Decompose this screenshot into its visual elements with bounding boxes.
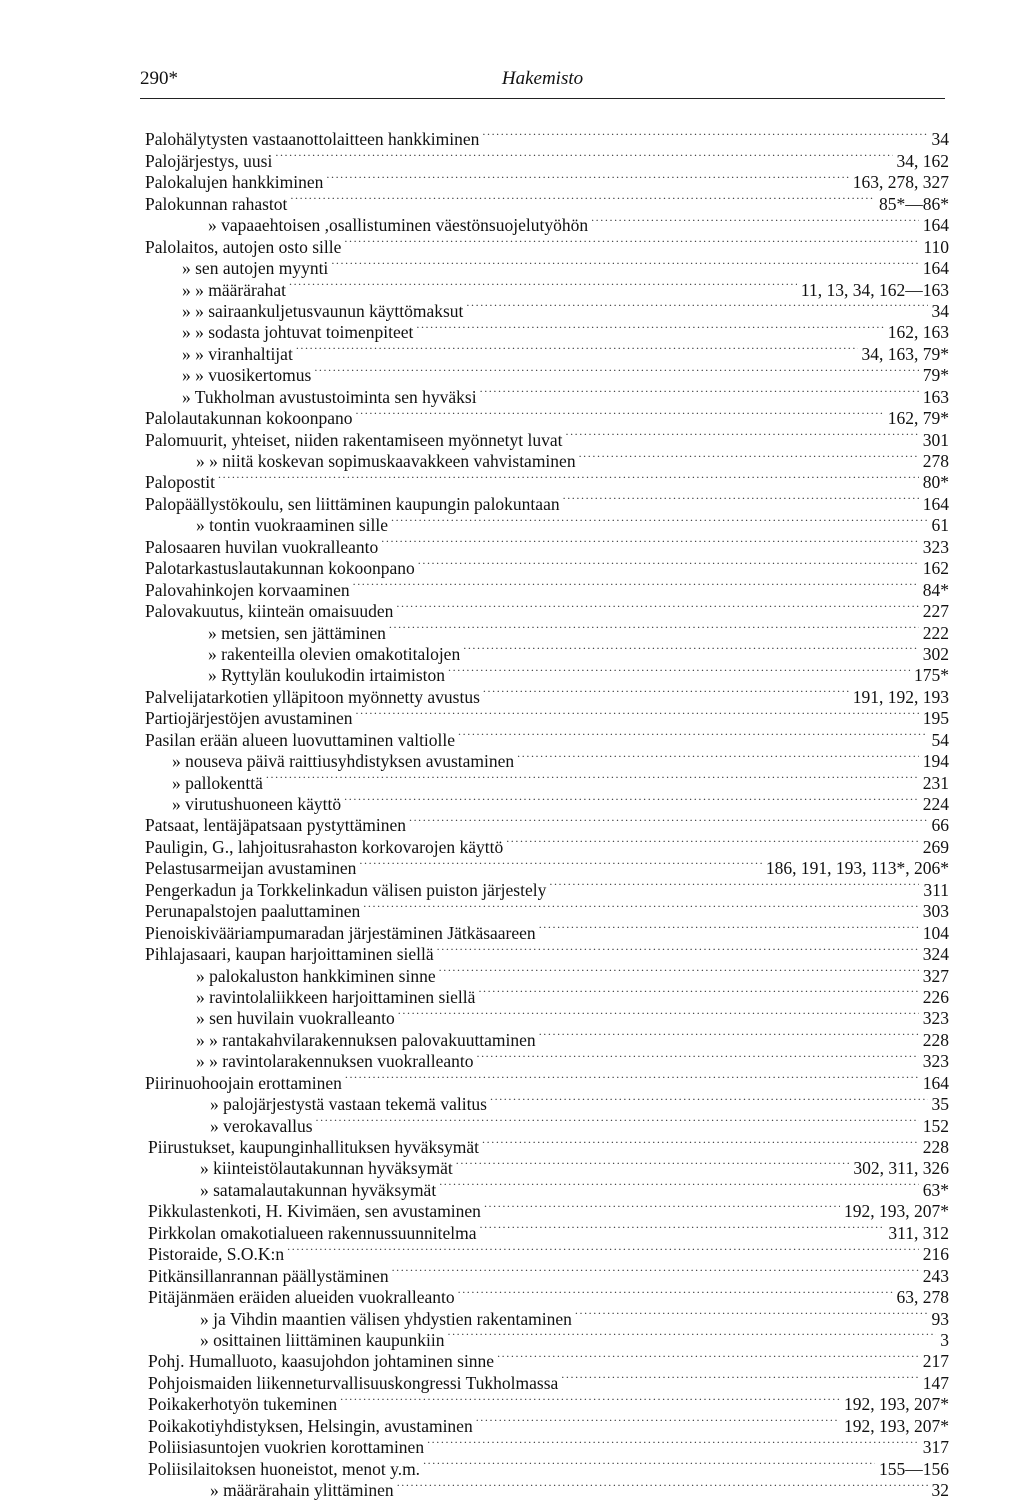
index-entry bbox=[0, 853, 949, 879]
entry-text: » osittainen liittäminen kaupunkiin bbox=[200, 1329, 445, 1350]
index-entry bbox=[0, 1003, 949, 1029]
entry-text: » pallokenttä bbox=[172, 772, 263, 793]
dot-leader bbox=[490, 1089, 928, 1110]
entry-pages: 164 bbox=[922, 493, 949, 514]
entry-text: » sen autojen myynti bbox=[182, 258, 329, 279]
entry-pages: 243 bbox=[922, 1265, 949, 1286]
entry-pages: 152 bbox=[922, 1115, 949, 1136]
dot-leader bbox=[483, 681, 849, 702]
entry-text: Palokunnan rahastot bbox=[145, 193, 288, 214]
entry-pages: 323 bbox=[922, 1008, 949, 1029]
entry-text: » ravintolaliikkeen harjoittaminen siellä bbox=[196, 986, 476, 1007]
index-entry bbox=[0, 1282, 949, 1308]
entry-pages: 192, 193, 207* bbox=[844, 1394, 949, 1415]
entry-text: » Ryttylän koulukodin irtaimiston bbox=[208, 665, 446, 686]
dot-leader bbox=[392, 1260, 919, 1281]
index-entry bbox=[0, 1453, 949, 1479]
entry-pages: 228 bbox=[922, 1029, 949, 1050]
entry-pages: 195 bbox=[922, 708, 949, 729]
entry-text: Piirustukset, kaupunginhallituksen hyväksymät bbox=[148, 1137, 480, 1157]
dot-leader bbox=[517, 746, 919, 767]
entry-text: » vapaaehtoisen ,osallistuminen väestönsuojelutyöhön bbox=[208, 215, 589, 236]
entry-pages: 54 bbox=[931, 729, 949, 750]
entry-text: » nouseva päivä raittiusyhdistyksen avustaminen bbox=[172, 751, 515, 772]
entry-pages: 311 bbox=[923, 879, 949, 900]
dot-leader bbox=[539, 1024, 919, 1045]
entry-text: Pohj. Humalluoto, kaasujohdon johtaminen sinne bbox=[148, 1351, 495, 1372]
dot-leader bbox=[275, 145, 892, 166]
dot-leader bbox=[482, 124, 927, 145]
index-entry bbox=[0, 446, 949, 471]
dot-leader bbox=[456, 1153, 850, 1174]
index-entry bbox=[0, 1046, 949, 1072]
entry-pages: 303 bbox=[922, 901, 949, 922]
dot-leader bbox=[356, 703, 919, 724]
entry-pages: 34 bbox=[931, 300, 949, 321]
index-entry bbox=[0, 1410, 949, 1436]
entry-text: » verokavallus bbox=[210, 1115, 313, 1136]
index-entry bbox=[0, 317, 949, 343]
dot-leader bbox=[478, 982, 918, 1003]
index-entry bbox=[0, 960, 949, 986]
entry-text: Palomuurit, yhteiset, niiden rakentamiseen myönnetyt luvat bbox=[145, 429, 563, 450]
entry-pages: 110 bbox=[923, 236, 949, 257]
entry-pages: 164 bbox=[922, 1072, 949, 1093]
entry-text: » tontin vuokraaminen sille bbox=[196, 515, 388, 536]
dot-leader bbox=[480, 381, 919, 402]
dot-leader bbox=[463, 639, 919, 660]
entry-text: Pihlajasaari, kaupan harjoittaminen siellä bbox=[145, 944, 434, 965]
entry-pages: 192, 193, 207* bbox=[844, 1201, 949, 1222]
dot-leader bbox=[482, 1132, 919, 1153]
header-rule bbox=[140, 98, 945, 99]
entry-pages: 224 bbox=[922, 794, 949, 814]
dot-leader bbox=[345, 1067, 919, 1088]
entry-pages: 311, 312 bbox=[888, 1222, 949, 1243]
entry-pages: 34, 162 bbox=[896, 150, 949, 171]
index-entry bbox=[0, 553, 949, 579]
entry-pages: 162, 163 bbox=[887, 322, 949, 343]
dot-leader bbox=[458, 724, 927, 745]
entry-pages: 317 bbox=[922, 1437, 949, 1458]
dot-leader bbox=[506, 831, 919, 852]
dot-leader bbox=[344, 231, 919, 252]
index-entry bbox=[0, 274, 949, 300]
entry-pages: 162 bbox=[922, 558, 949, 579]
index-entry bbox=[0, 896, 949, 922]
entry-pages: 84* bbox=[922, 579, 949, 600]
entry-pages: 63, 278 bbox=[896, 1287, 949, 1308]
dot-leader bbox=[356, 403, 884, 424]
dot-leader bbox=[579, 446, 919, 467]
entry-pages: 324 bbox=[922, 944, 949, 965]
entry-text: Palopostit bbox=[145, 472, 216, 493]
index-entry bbox=[0, 831, 949, 857]
entry-text: » palojärjestystä vastaan tekemä valitus bbox=[210, 1094, 487, 1115]
dot-leader bbox=[484, 1196, 840, 1217]
index-entry bbox=[0, 381, 949, 407]
entry-pages: 301 bbox=[922, 429, 949, 450]
entry-pages: 164 bbox=[922, 215, 949, 236]
entry-pages: 164 bbox=[922, 258, 949, 279]
dot-leader bbox=[398, 1003, 919, 1024]
entry-pages: 231 bbox=[922, 772, 949, 793]
index-entry bbox=[0, 724, 949, 750]
entry-text: Palojärjestys, uusi bbox=[145, 150, 273, 171]
entry-text: » » rantakahvilarakennuksen palovakuuttaminen bbox=[196, 1029, 536, 1050]
dot-leader bbox=[575, 1303, 928, 1324]
dot-leader bbox=[466, 296, 927, 317]
index-entry bbox=[0, 1217, 949, 1243]
entry-text: » » vuosikertomus bbox=[182, 365, 312, 386]
entry-text: » kiinteistölautakunnan hyväksymät bbox=[200, 1158, 453, 1179]
index-entry bbox=[0, 1089, 949, 1115]
dot-leader bbox=[316, 1110, 919, 1131]
dot-leader bbox=[539, 917, 919, 938]
dot-leader bbox=[476, 1410, 840, 1431]
dot-leader bbox=[416, 317, 883, 338]
entry-text: » sen huvilain vuokralleanto bbox=[196, 1008, 395, 1029]
dot-leader bbox=[448, 660, 910, 681]
dot-leader bbox=[476, 1046, 918, 1067]
entry-text: Pohjoismaiden liikenneturvallisuuskongressi Tukholmassa bbox=[148, 1372, 559, 1393]
index-entry bbox=[0, 253, 949, 279]
dot-leader bbox=[331, 253, 918, 274]
dot-leader bbox=[391, 510, 928, 531]
entry-text: » ja Vihdin maantien välisen yhdystien rakentaminen bbox=[200, 1308, 572, 1329]
dot-leader bbox=[497, 1346, 919, 1367]
entry-pages: 162, 79* bbox=[887, 408, 949, 429]
entry-text: » virutushuoneen käyttö bbox=[172, 794, 342, 814]
dot-leader bbox=[353, 574, 919, 595]
index-entry bbox=[0, 789, 949, 814]
entry-pages: 11, 13, 34, 162—163 bbox=[800, 279, 949, 300]
index-entry bbox=[0, 1389, 949, 1415]
index-entry bbox=[0, 296, 949, 321]
index-entry bbox=[0, 167, 949, 193]
dot-leader bbox=[363, 896, 918, 917]
dot-leader bbox=[381, 531, 918, 552]
entry-pages: 66 bbox=[931, 815, 949, 836]
dot-leader bbox=[290, 188, 875, 209]
dot-leader bbox=[437, 939, 919, 960]
entry-pages: 34, 163, 79* bbox=[861, 343, 949, 364]
entry-pages: 104 bbox=[922, 922, 949, 943]
index-entry bbox=[0, 510, 949, 536]
entry-text: » palokaluston hankkiminen sinne bbox=[196, 965, 436, 986]
index-entry bbox=[0, 1174, 949, 1200]
dot-leader bbox=[340, 1389, 840, 1410]
index-entry bbox=[0, 681, 949, 707]
entry-text: Poliisilaitoksen huoneistot, menot y.m. bbox=[148, 1458, 421, 1479]
index-entry bbox=[0, 1196, 949, 1222]
index-entry bbox=[0, 982, 949, 1007]
entry-pages: 194 bbox=[922, 751, 949, 772]
index-entry bbox=[0, 1110, 949, 1136]
dot-leader bbox=[314, 360, 918, 381]
entry-pages: 35 bbox=[931, 1094, 949, 1115]
index-entry bbox=[0, 1153, 949, 1179]
entry-text: Patsaat, lentäjäpatsaan pystyttäminen bbox=[145, 815, 406, 836]
index-entry bbox=[0, 1024, 949, 1050]
dot-leader bbox=[458, 1282, 893, 1303]
entry-pages: 227 bbox=[922, 601, 949, 622]
entry-text: Partiojärjestöjen avustaminen bbox=[145, 708, 353, 729]
entry-pages: 191, 192, 193 bbox=[852, 686, 949, 707]
entry-pages: 323 bbox=[922, 1051, 949, 1072]
entry-text: Palotarkastuslautakunnan kokoonpano bbox=[145, 558, 415, 579]
dot-leader bbox=[396, 596, 918, 617]
entry-text: Palolautakunnan kokoonpano bbox=[145, 408, 353, 429]
dot-leader bbox=[389, 617, 919, 638]
index-entry bbox=[0, 403, 949, 429]
entry-pages: 61 bbox=[931, 515, 949, 536]
entry-text: » satamalautakunnan hyväksymät bbox=[200, 1179, 437, 1200]
entry-text: Pistoraide, S.O.K:n bbox=[148, 1244, 285, 1265]
index-entry bbox=[0, 488, 949, 514]
entry-pages: 302, 311, 326 bbox=[853, 1158, 949, 1179]
entry-text: Pikkulastenkoti, H. Kivimäen, sen avustaminen bbox=[148, 1201, 481, 1222]
entry-pages: 80* bbox=[922, 472, 949, 493]
index-entry bbox=[0, 188, 949, 214]
entry-pages: 79* bbox=[922, 365, 949, 386]
index-entry bbox=[0, 703, 949, 729]
dot-leader bbox=[344, 789, 919, 810]
entry-text: Poliisiasuntojen vuokrien korottaminen bbox=[148, 1437, 425, 1458]
entry-text: Palovakuutus, kiinteän omaisuuden bbox=[145, 601, 394, 622]
index-entry bbox=[0, 874, 949, 900]
entry-pages: 93 bbox=[931, 1308, 949, 1329]
entry-pages: 3 bbox=[940, 1329, 949, 1350]
entry-pages: 323 bbox=[922, 536, 949, 557]
index-entry bbox=[0, 1432, 949, 1458]
entry-pages: 85*—86* bbox=[879, 193, 949, 214]
entry-text: Pengerkadun ja Torkkelinkadun välisen puiston järjestely bbox=[145, 879, 547, 900]
index-entry bbox=[0, 467, 949, 493]
entry-pages: 217 bbox=[922, 1351, 949, 1372]
index-entry bbox=[0, 574, 949, 600]
entry-text: » rakenteilla olevien omakotitalojen bbox=[208, 643, 461, 664]
entry-text: Pitäjänmäen eräiden alueiden vuokralleanto bbox=[148, 1287, 455, 1308]
entry-pages: 63* bbox=[922, 1179, 949, 1200]
index-entry bbox=[0, 231, 949, 257]
dot-leader bbox=[289, 274, 797, 295]
dot-leader bbox=[418, 553, 919, 574]
entry-pages: 216 bbox=[922, 1244, 949, 1265]
dot-leader bbox=[591, 210, 919, 231]
entry-pages: 226 bbox=[922, 986, 949, 1007]
dot-leader bbox=[439, 1174, 919, 1195]
entry-text: Palosaaren huvilan vuokralleanto bbox=[145, 536, 379, 557]
index-entry bbox=[0, 1303, 949, 1329]
index-entry bbox=[0, 810, 949, 836]
dot-leader bbox=[397, 1475, 928, 1496]
dot-leader bbox=[563, 488, 919, 509]
index-entry bbox=[0, 210, 949, 236]
entry-pages: 163, 278, 327 bbox=[852, 172, 949, 193]
entry-pages: 147 bbox=[922, 1372, 949, 1393]
dot-leader bbox=[480, 1217, 885, 1238]
entry-pages: 34 bbox=[931, 129, 949, 150]
entry-pages: 186, 191, 193, 113*, 206* bbox=[765, 858, 949, 879]
dot-leader bbox=[409, 810, 928, 831]
index-entry bbox=[0, 939, 949, 965]
dot-leader bbox=[296, 338, 858, 359]
entry-text: » Tukholman avustustoiminta sen hyväksi bbox=[182, 386, 477, 407]
entry-text: Perunapalstojen paaluttaminen bbox=[145, 901, 361, 922]
entry-text: Pauligin, G., lahjoitusrahaston korkovarojen käyttö bbox=[145, 836, 504, 857]
entry-text: » » niitä koskevan sopimuskaavakkeen vahvistaminen bbox=[196, 451, 576, 471]
entry-pages: 302 bbox=[922, 643, 949, 664]
entry-pages: 327 bbox=[922, 965, 949, 986]
index-entry bbox=[0, 639, 949, 664]
index-entry bbox=[0, 360, 949, 386]
entry-pages: 155—156 bbox=[879, 1458, 949, 1479]
index-entry bbox=[0, 1325, 949, 1350]
entry-text: Palokalujen hankkiminen bbox=[145, 172, 324, 193]
entry-text: Palolaitos, autojen osto sille bbox=[145, 236, 342, 257]
dot-leader bbox=[549, 874, 919, 895]
index-entry bbox=[0, 531, 949, 557]
dot-leader bbox=[439, 960, 919, 981]
entry-pages: 175* bbox=[914, 665, 949, 686]
index-entry bbox=[0, 424, 949, 450]
entry-text: Palovahinkojen korvaaminen bbox=[145, 579, 350, 600]
dot-leader bbox=[565, 424, 918, 445]
dot-leader bbox=[427, 1432, 919, 1453]
entry-text: Piirinuohoojain erottaminen bbox=[145, 1072, 342, 1093]
entry-text: » määrärahain ylittäminen bbox=[210, 1480, 394, 1500]
entry-text: Palopäällystökoulu, sen liittäminen kaupungin palokuntaan bbox=[145, 493, 560, 514]
entry-pages: 32 bbox=[931, 1480, 949, 1500]
index-entries bbox=[0, 124, 1024, 1500]
entry-text: » » viranhaltijat bbox=[182, 343, 293, 364]
index-entry bbox=[0, 145, 949, 171]
entry-text: Pitkänsillanrannan päällystäminen bbox=[148, 1265, 389, 1286]
entry-text: » » sairaankuljetusvaunun käyttömaksut bbox=[182, 300, 464, 321]
index-entry bbox=[0, 1475, 949, 1500]
entry-text: » » ravintolarakennuksen vuokralleanto bbox=[196, 1051, 474, 1072]
dot-leader bbox=[266, 767, 919, 788]
index-entry bbox=[0, 1239, 949, 1265]
dot-leader bbox=[423, 1453, 875, 1474]
index-entry bbox=[0, 1067, 949, 1093]
entry-text: Pelastusarmeijan avustaminen bbox=[145, 858, 357, 879]
entry-text: » » sodasta johtuvat toimenpiteet bbox=[182, 322, 414, 343]
index-entry bbox=[0, 1260, 949, 1286]
index-entry bbox=[0, 746, 949, 772]
dot-leader bbox=[359, 853, 761, 874]
entry-text: Palohälytysten vastaanottolaitteen hankkiminen bbox=[145, 129, 480, 150]
index-entry bbox=[0, 1367, 949, 1393]
dot-leader bbox=[326, 167, 848, 188]
entry-pages: 222 bbox=[922, 622, 949, 643]
page-number: 290* bbox=[140, 68, 178, 89]
index-entry bbox=[0, 338, 949, 364]
entry-text: Pasilan erään alueen luovuttaminen valtiolle bbox=[145, 729, 456, 750]
entry-pages: 192, 193, 207* bbox=[844, 1415, 949, 1436]
index-entry bbox=[0, 660, 949, 686]
index-entry bbox=[0, 767, 949, 793]
entry-pages: 278 bbox=[922, 451, 949, 471]
index-entry bbox=[0, 596, 949, 622]
entry-text: Pienoiskivääriampumaradan järjestäminen Jätkäsaareen bbox=[145, 922, 536, 943]
dot-leader bbox=[287, 1239, 919, 1260]
index-entry bbox=[0, 1346, 949, 1372]
entry-text: Pirkkolan omakotialueen rakennussuunnitelma bbox=[148, 1222, 477, 1243]
dot-leader bbox=[447, 1325, 936, 1346]
entry-pages: 269 bbox=[922, 836, 949, 857]
entry-text: » » määrärahat bbox=[182, 279, 286, 300]
entry-pages: 163 bbox=[922, 386, 949, 407]
index-entry bbox=[0, 917, 949, 943]
dot-leader bbox=[218, 467, 919, 488]
dot-leader bbox=[561, 1367, 918, 1388]
entry-text: Poikakerhotyön tukeminen bbox=[148, 1394, 338, 1415]
page-title: Hakemisto bbox=[501, 68, 584, 89]
index-entry bbox=[0, 617, 949, 643]
entry-pages: 228 bbox=[922, 1137, 949, 1157]
entry-text: Palvelijatarkotien ylläpitoon myönnetty avustus bbox=[145, 686, 480, 707]
index-entry bbox=[0, 124, 949, 150]
entry-text: Poikakotiyhdistyksen, Helsingin, avustaminen bbox=[148, 1415, 473, 1436]
entry-text: » metsien, sen jättäminen bbox=[208, 622, 386, 643]
index-entry bbox=[0, 1132, 949, 1157]
page-header bbox=[140, 68, 945, 96]
